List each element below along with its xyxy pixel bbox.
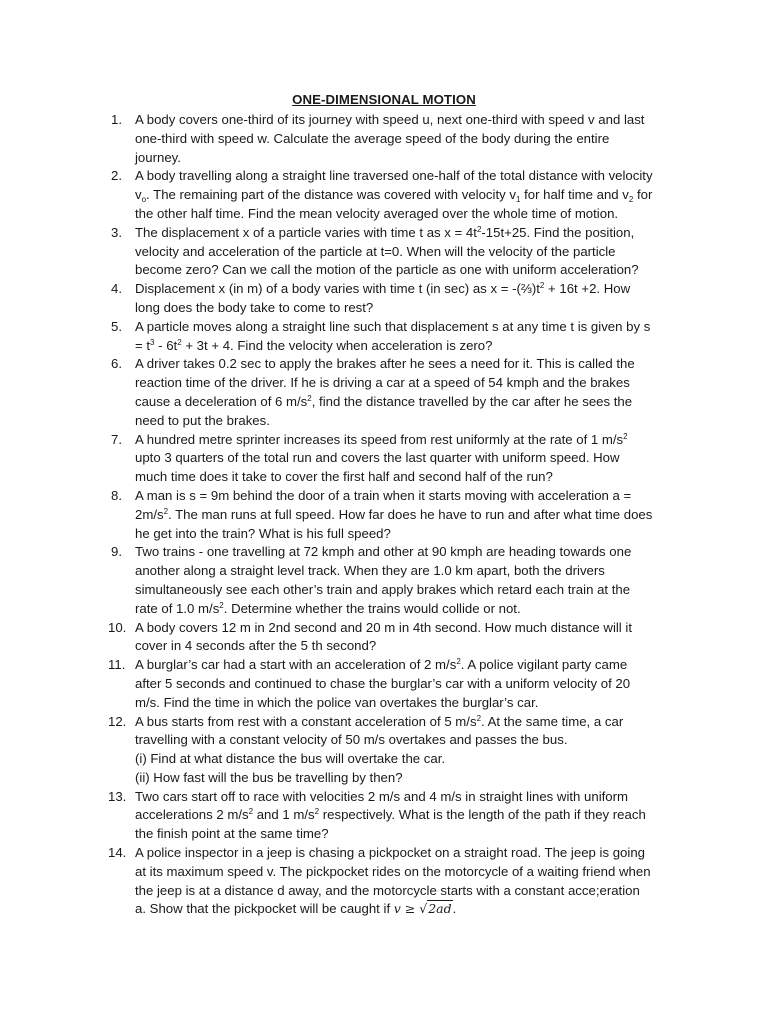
question-line: A man is s = 9m behind the door of a train when it starts moving with acceleration a = (135, 487, 632, 503)
question-line: another along a straight level track. When they are 1.0 km apart, both the drivers (135, 563, 605, 579)
question-7 (111, 431, 683, 487)
question-line: the finish point at the same time? (135, 826, 329, 842)
question-line: he get into the train? What is his full speed? (135, 525, 391, 541)
question-number: 7. (111, 431, 122, 447)
question-13 (108, 788, 683, 844)
question-line: rate of 1.0 $m/s^2$. Determine whether the trains would collide or not. (135, 600, 521, 616)
question-line: $v_o$. The remaining part of the distance was covered with velocity $v_1$ for half time and $v_2$ for (135, 187, 653, 205)
question-line: A burglar’s car had a start with an acceleration of 2 $m/s^2$. A police vigilant party came (135, 657, 628, 673)
math-expression: v ≥ √2ad (393, 901, 452, 917)
question-line: A bus starts from rest with a constant acceleration of 5 $m/s^2$. At the same time, a car (135, 713, 624, 729)
question-14 (108, 844, 683, 919)
question-line: journey. (135, 149, 181, 165)
question-number: 6. (111, 356, 122, 372)
question-line: A body travelling along a straight line traversed one-half of the total distance with velocity (135, 168, 653, 184)
question-8 (111, 487, 683, 543)
page-title: ONE-DIMENSIONAL MOTION (292, 92, 476, 107)
question-line: (ii) How fast will the bus be travelling by then? (135, 769, 403, 785)
question-line: much time does it take to cover the first half and second half of the run? (135, 469, 553, 485)
question-line: cause a deceleration of 6 $m/s^2$, find the distance travelled by the car after he sees the (135, 393, 633, 409)
question-line: A police inspector in a jeep is chasing a pickpocket on a straight road. The jeep is going (135, 845, 645, 861)
question-line: velocity and acceleration of the particle at t=0. When will the velocity of the particle (135, 243, 616, 259)
question-1 (111, 111, 683, 167)
question-line: A driver takes 0.2 sec to apply the brakes after he sees a need for it. This is called the (135, 356, 635, 372)
question-3 (111, 224, 683, 280)
question-2 (111, 167, 683, 223)
question-line: A hundred metre sprinter increases its speed from rest uniformly at the rate of 1 $m/s^2$ (135, 431, 628, 447)
question-number: 14. (108, 845, 127, 861)
question-line: become zero? Can we call the motion of the particle as one with uniform acceleration? (135, 262, 639, 278)
question-12 (108, 713, 683, 788)
question-line: accelerations 2 $m/s^2$ and 1 $m/s^2$ respectively. What is the length of the path if they reach (135, 807, 646, 823)
question-number: 2. (111, 168, 122, 184)
question-line: simultaneously see each other’s train and apply brakes which retard each train at the (135, 581, 631, 597)
question-line: one-third with speed w. Calculate the average speed of the body during the entire (135, 130, 610, 146)
question-line: reaction time of the driver. If he is driving a car at a speed of 54 kmph and the brakes (135, 375, 630, 391)
question-number: 11. (108, 657, 126, 673)
question-9 (111, 543, 683, 618)
question-line: Two trains - one travelling at 72 kmph and other at 90 kmph are heading towards one (135, 544, 632, 560)
question-4 (111, 280, 683, 318)
question-line: the jeep is at a distance d away, and the motorcycle starts with a constant acce;eration (135, 882, 640, 898)
question-line: Displacement x (in m) of a body varies with time t (in sec) as $x = -(\frac{2}{3})t^2 + 16t +2$. How (135, 281, 631, 297)
question-number: 5. (111, 318, 122, 334)
question-line: cover in 4 seconds after the 5 th second? (135, 638, 377, 654)
question-line: A body covers one-third of its journey with speed u, next one-third with speed v and last (135, 112, 645, 127)
question-line: Two cars start off to race with velocities 2 m/s and 4 m/s in straight lines with uniform (135, 788, 629, 804)
question-number: 4. (111, 281, 122, 297)
question-list (0, 111, 768, 919)
question-10 (108, 619, 683, 657)
question-number: 3. (111, 224, 122, 240)
question-line: (i) Find at what distance the bus will overtake the car. (135, 751, 446, 767)
question-line: $2m/s^2$. The man runs at full speed. How far does he have to run and after what time does (135, 506, 653, 522)
question-line: the other half time. Find the mean velocity averaged over the whole time of motion. (135, 205, 619, 221)
question-line: upto 3 quarters of the total run and covers the last quarter with uniform speed. How (135, 450, 620, 466)
question-line: at its maximum speed v. The pickpocket rides on the motorcycle of a waiting friend when (135, 863, 651, 879)
question-line: need to put the brakes. (135, 412, 270, 428)
question-line: m/s. Find the time in which the police van overtakes the burglar’s car. (135, 694, 539, 710)
question-number: 12. (108, 713, 127, 729)
question-line: a. Show that the pickpocket will be caught if v ≥ √2ad. (135, 901, 457, 917)
question-line: after 5 seconds and continued to chase the burglar’s car with a uniform velocity of 20 (135, 675, 631, 691)
question-line: travelling with a constant velocity of 50 m/s overtakes and passes the bus. (135, 732, 568, 748)
question-number: 10. (108, 619, 127, 635)
question-6 (111, 355, 683, 430)
question-5 (111, 318, 683, 356)
question-number: 9. (111, 544, 122, 560)
question-number: 8. (111, 487, 122, 503)
question-number: 1. (111, 112, 122, 127)
question-line: A particle moves along a straight line such that displacement s at any time t is given by s (135, 318, 651, 334)
question-line: = $t^3 - 6t^2 + 3t + 4$. Find the velocity when acceleration is zero? (135, 337, 493, 353)
question-11 (108, 656, 683, 712)
question-number: 13. (108, 788, 127, 804)
question-line: long does the body take to come to rest? (135, 299, 374, 315)
question-line: The displacement x of a particle varies with time t as $x = 4t^2-15t+25$. Find the position, (135, 224, 635, 240)
question-line: A body covers 12 m in 2nd second and 20 m in 4th second. How much distance will it (135, 619, 632, 635)
